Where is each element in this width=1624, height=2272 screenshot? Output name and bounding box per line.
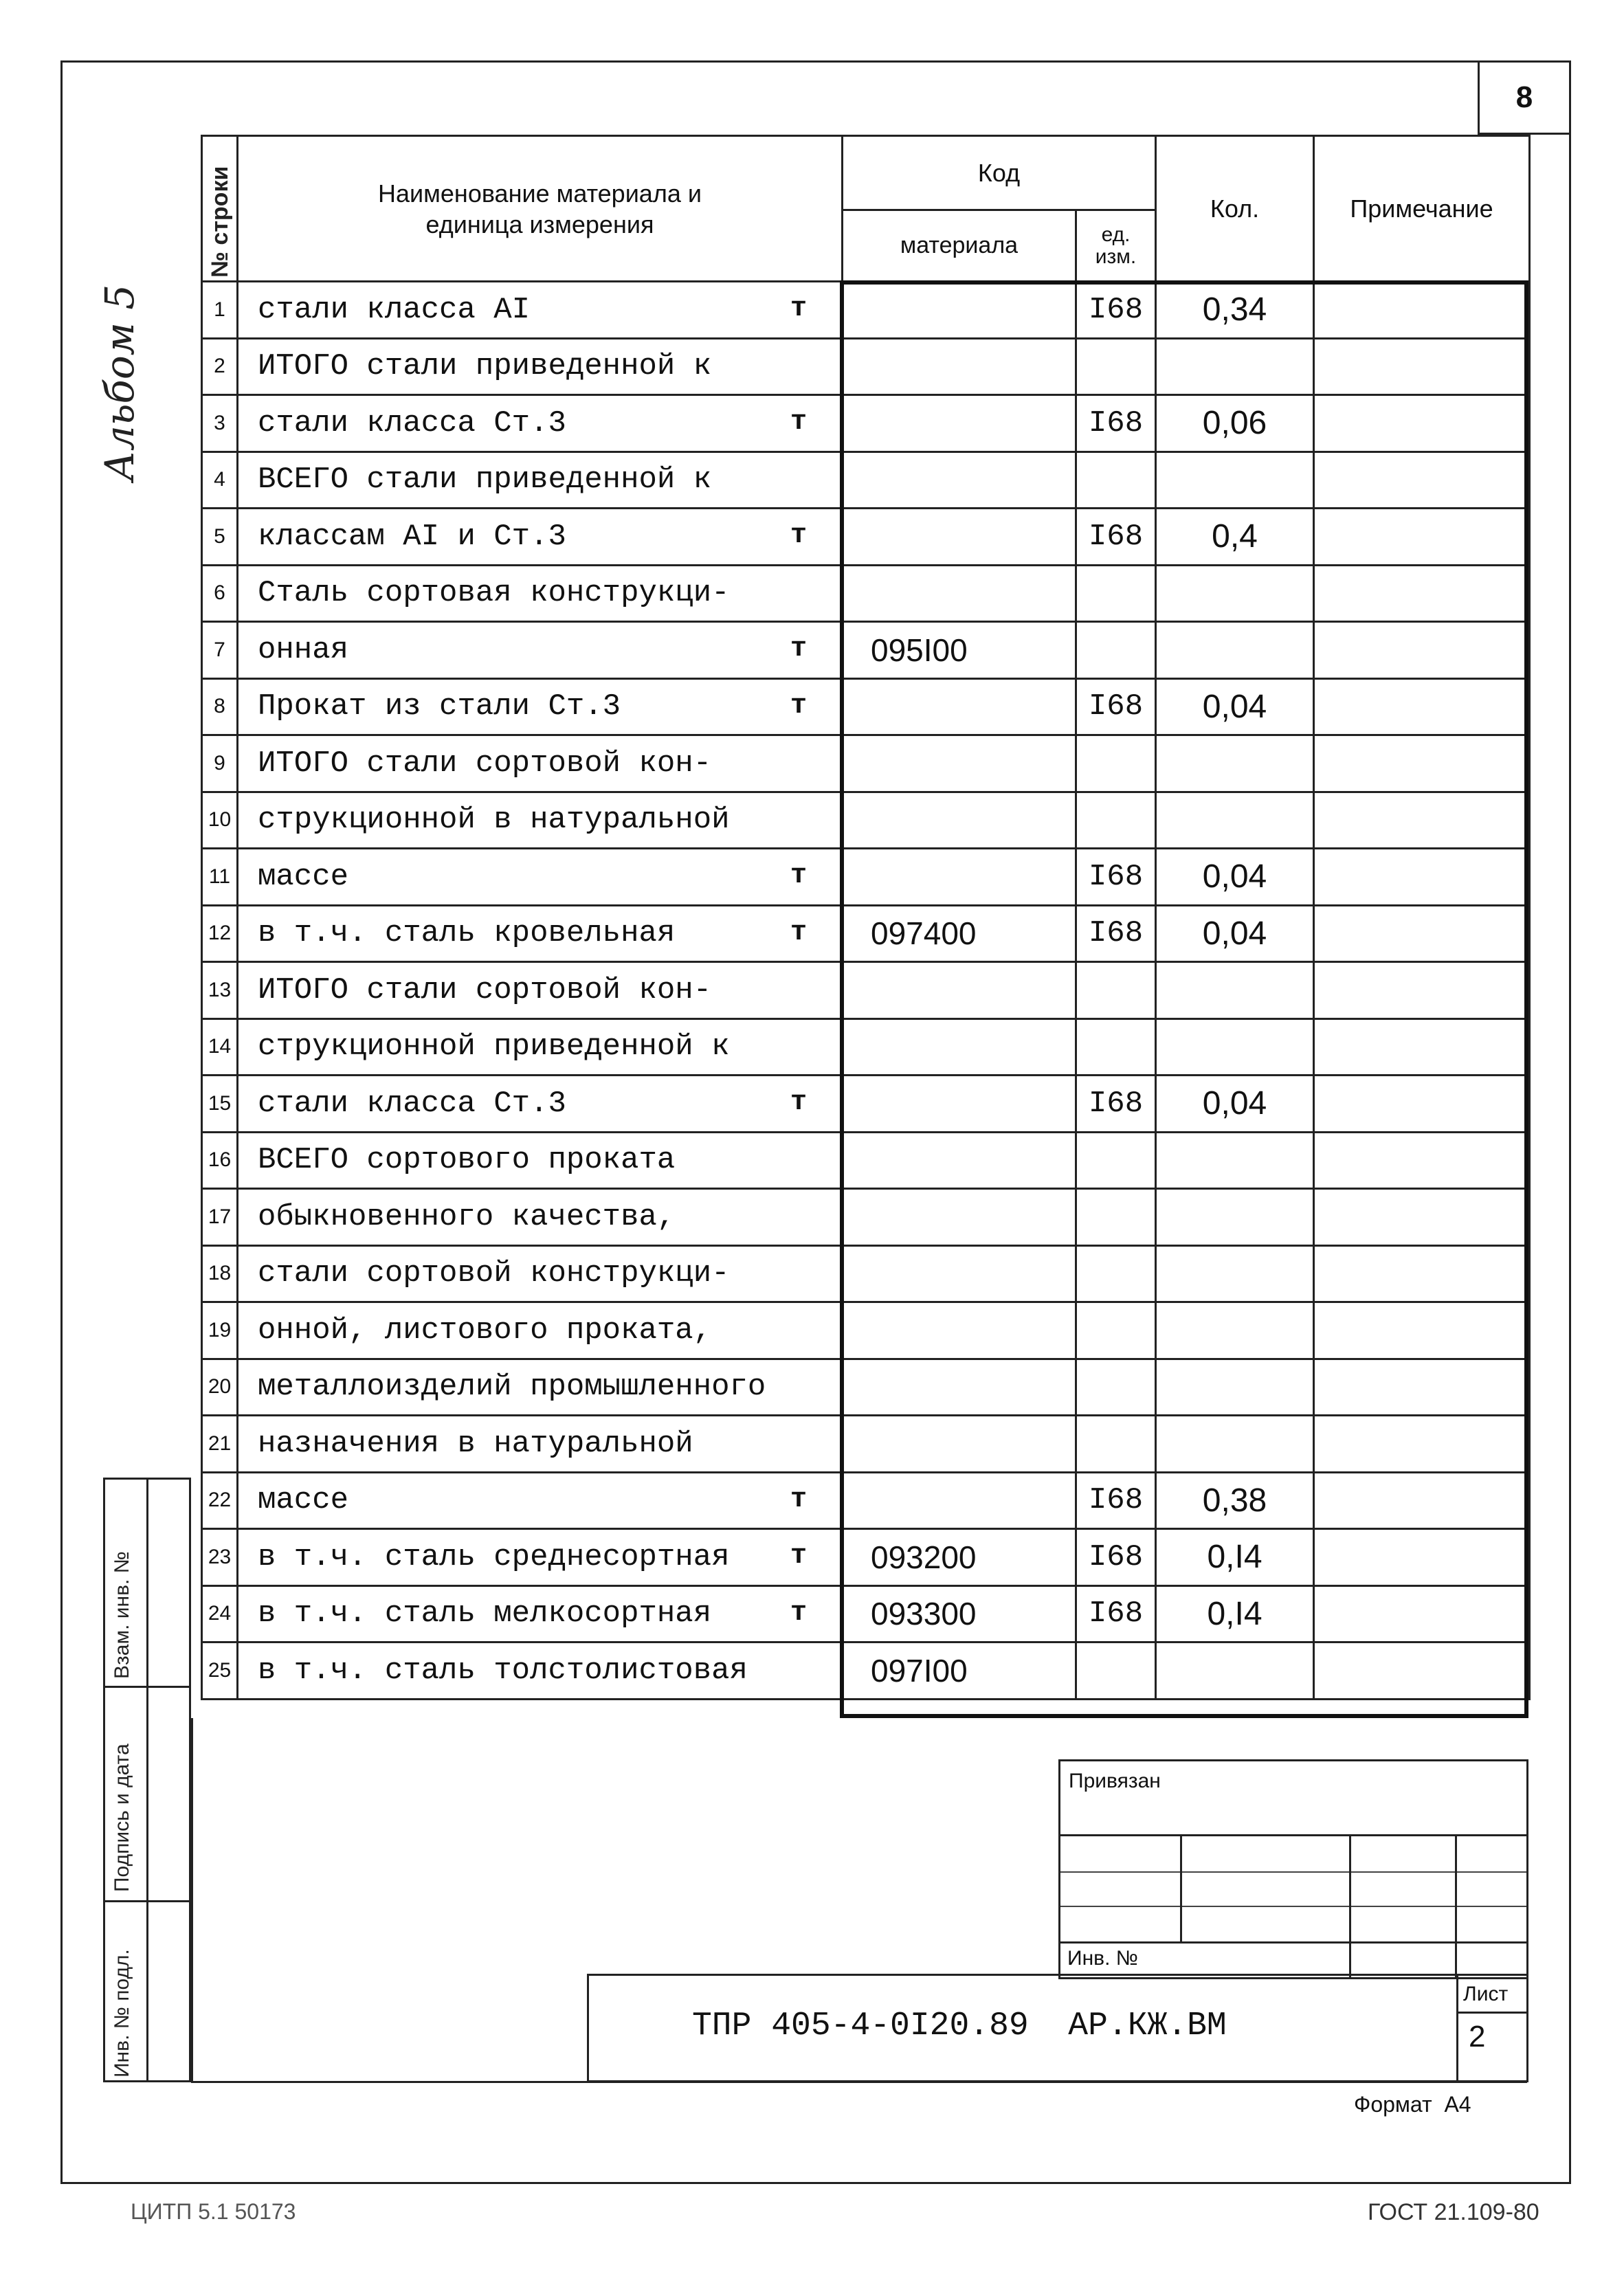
unit-label: т [790,690,807,722]
material-name-text: стали класса АI [258,292,531,327]
header-code-material: материала [843,210,1076,282]
row-number: 4 [202,452,238,509]
quantity: 0,06 [1156,395,1314,452]
unit-code: I68 [1076,1529,1156,1586]
sheet-label: Лист [1463,1983,1509,2005]
row-number: 19 [202,1302,238,1359]
unit-label: т [790,1087,807,1118]
unit-code: I68 [1076,1472,1156,1529]
material-name-text: в т.ч. сталь кровельная [258,916,676,951]
material-name-text: онная [258,632,349,667]
header-qty: Кол. [1156,136,1314,282]
row-number: 22 [202,1472,238,1529]
row-number: 24 [202,1585,238,1642]
material-name [238,1359,843,1416]
unit-code: I68 [1076,1076,1156,1133]
material-name [238,962,843,1019]
material-name-text: онной, листового проката, [258,1313,712,1348]
inv-podl-label: Инв. № подл. [111,1949,133,2078]
material-code: 097I00 [843,1642,1076,1700]
row-number: 21 [202,1416,238,1473]
quantity: 0,I4 [1156,1529,1314,1586]
material-name [238,509,843,566]
material-name [238,1472,843,1529]
row-number: 20 [202,1359,238,1416]
header-name: Наименование материала и единица измерения [238,136,843,282]
quantity: 0,04 [1156,905,1314,962]
material-code: 093200 [843,1529,1076,1586]
footer-left: ЦИТП 5.1 50173 [131,2199,296,2224]
material-name [238,1189,843,1246]
material-name-text: в т.ч. сталь толстолистовая [258,1653,748,1688]
material-name-text: назначения в натуральной [258,1426,693,1461]
unit-label: т [790,1484,807,1515]
row-number: 17 [202,1189,238,1246]
unit-code: I68 [1076,678,1156,735]
row-number: 6 [202,565,238,622]
vzam-inv-label: Взам. инв. № [111,1551,133,1679]
quantity: 0,04 [1156,849,1314,906]
material-name [238,1245,843,1302]
material-code: 097400 [843,905,1076,962]
material-name-text: в т.ч. сталь мелкосортная [258,1596,712,1631]
unit-code: I68 [1076,905,1156,962]
material-code: 093300 [843,1585,1076,1642]
unit-label: т [790,917,807,948]
row-number: 8 [202,678,238,735]
unit-label: т [790,634,807,665]
material-name [238,1076,843,1133]
unit-code: I68 [1076,282,1156,339]
material-name [238,1585,843,1642]
quantity: 0,38 [1156,1472,1314,1529]
material-name-text: классам АI и Ст.3 [258,519,566,554]
material-name-text: ИТОГО стали сортовой кон- [258,746,712,781]
material-name-text: массе [258,1483,349,1518]
material-name-text: металлоизделий промышленного [258,1370,766,1405]
material-code: 095I00 [843,622,1076,679]
row-number: 1 [202,282,238,339]
binding-label: Привязан [1069,1770,1161,1792]
material-name [238,1529,843,1586]
inv-no-label: Инв. № [1067,1947,1138,1970]
header-code-unit: ед. изм. [1076,210,1156,282]
quantity: 0,34 [1156,282,1314,339]
row-number: 3 [202,395,238,452]
row-number: 5 [202,509,238,566]
unit-label: т [790,293,807,324]
header-row-no: № строки [202,136,238,282]
quantity: 0,4 [1156,509,1314,566]
page-number-box [1478,60,1571,135]
data-area-border [840,280,1528,1718]
material-name-text: ИТОГО стали приведенной к [258,349,712,384]
material-name-text: ВСЕГО сортового проката [258,1143,676,1178]
row-number: 11 [202,849,238,906]
binding-block [1058,1759,1528,1979]
podpis-data-label: Подпись и дата [111,1744,133,1892]
row-number: 15 [202,1076,238,1133]
material-name [238,905,843,962]
side-stamp [103,1478,191,2082]
unit-code: I68 [1076,509,1156,566]
row-number: 16 [202,1132,238,1189]
header-note: Примечание [1314,136,1530,282]
material-name-text: стали класса Ст.3 [258,405,566,441]
page-number: 8 [1515,80,1533,114]
material-name [238,622,843,679]
material-name-text: струкционной в натуральной [258,803,730,838]
material-name [238,849,843,906]
material-name [238,282,843,339]
material-name [238,735,843,792]
material-name [238,792,843,849]
quantity: 0,04 [1156,678,1314,735]
quantity: 0,04 [1156,1076,1314,1133]
row-number: 9 [202,735,238,792]
row-number: 10 [202,792,238,849]
material-name [238,1132,843,1189]
material-name-text: обыкновенного качества, [258,1199,676,1234]
unit-label: т [790,1541,807,1572]
unit-code: I68 [1076,849,1156,906]
footer-right: ГОСТ 21.109-80 [1368,2199,1539,2225]
material-name [238,1018,843,1076]
unit-label: т [790,1597,807,1629]
row-number: 12 [202,905,238,962]
material-name-text: струкционной приведенной к [258,1029,730,1065]
unit-label: т [790,860,807,891]
document-code: ТПР 405-4-0I20.89 АР.КЖ.ВМ [692,2007,1227,2045]
row-number: 18 [202,1245,238,1302]
material-name [238,678,843,735]
title-block [587,1974,1528,2082]
material-name-text: Сталь сортовая конструкци- [258,576,730,611]
material-name-text: массе [258,859,349,894]
row-number: 2 [202,338,238,395]
material-name [238,338,843,395]
unit-label: т [790,520,807,551]
material-name [238,452,843,509]
left-margin-line [191,1718,193,2082]
header-code: Код [843,136,1156,210]
row-number: 23 [202,1529,238,1586]
album-note: Альбом 5 [96,284,143,481]
format-label: Формат А4 [1354,2092,1471,2117]
material-name-text: Прокат из стали Ст.3 [258,689,621,724]
row-number: 7 [202,622,238,679]
material-name [238,1642,843,1700]
quantity: 0,I4 [1156,1585,1314,1642]
material-name-text: стали сортовой конструкци- [258,1256,730,1291]
row-number: 25 [202,1642,238,1700]
material-name [238,395,843,452]
row-number: 14 [202,1018,238,1076]
material-name-text: стали класса Ст.3 [258,1086,566,1121]
material-name [238,1302,843,1359]
material-name-text: ВСЕГО стали приведенной к [258,463,712,498]
material-name-text: в т.ч. сталь среднесортная [258,1539,730,1574]
sheet-number: 2 [1469,2020,1486,2053]
material-name [238,565,843,622]
unit-code: I68 [1076,395,1156,452]
unit-label: т [790,407,807,438]
unit-code: I68 [1076,1585,1156,1642]
material-name-text: ИТОГО стали сортовой кон- [258,972,712,1007]
row-number: 13 [202,962,238,1019]
material-name [238,1416,843,1473]
